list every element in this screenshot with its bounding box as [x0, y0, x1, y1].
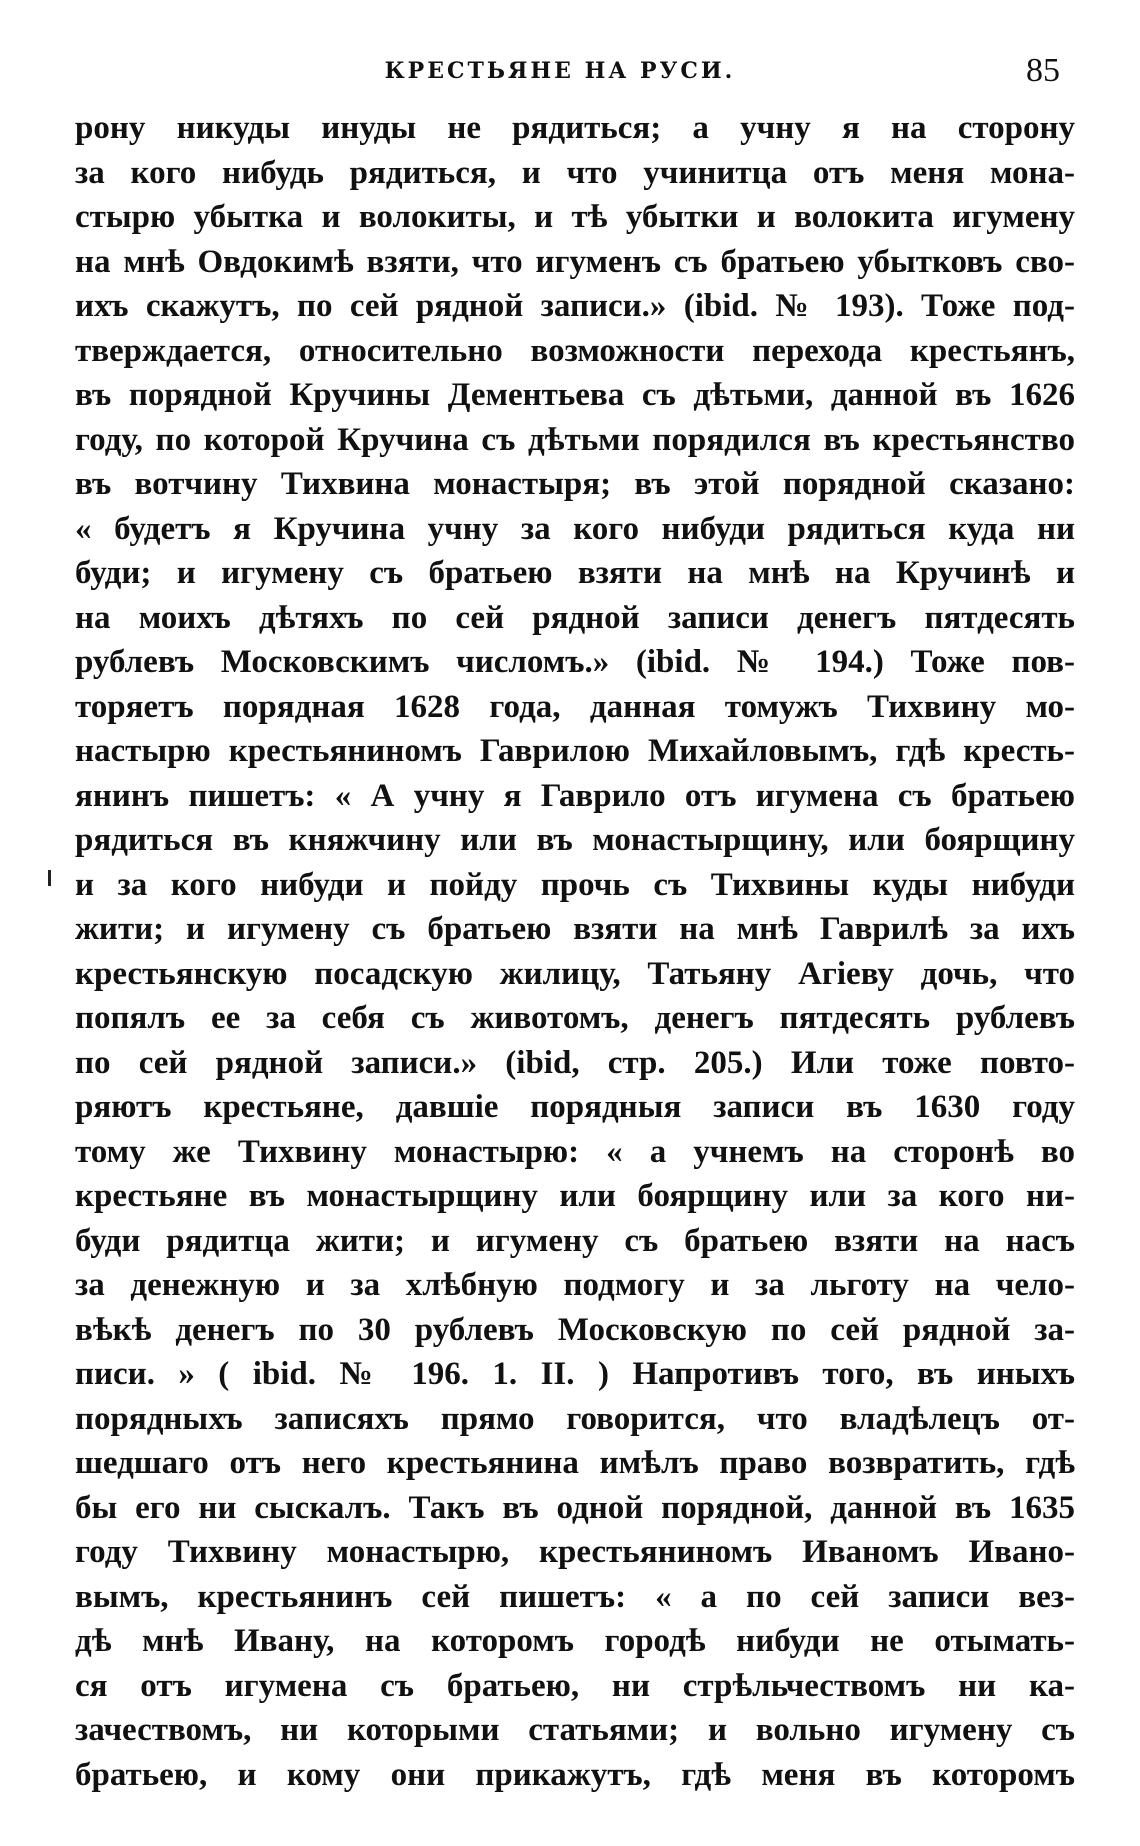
- body-text: [75, 106, 1075, 1797]
- text-line: буди рядитца жити; и игумену съ братьею взяти на насъ: [75, 1222, 1075, 1259]
- text-line: попялъ ее за себя съ животомъ, денегъ пятдесять рублевъ: [75, 1000, 1075, 1036]
- text-line: янинъ пишетъ: « А учну я Гаврило отъ игумена съ братьею: [75, 777, 1075, 814]
- text-line: на мнѣ Овдокимѣ взяти, что игуменъ съ братьею убытковъ сво-: [75, 243, 1075, 280]
- running-head: [60, 52, 1060, 98]
- text-line: жити; и игумену съ братьею взяти на мнѣ Гаврилѣ за ихъ: [75, 911, 1075, 947]
- text-line: за денежную и за хлѣбную подмогу и за льготу на чело-: [75, 1267, 1075, 1303]
- text-line: рублевъ Московскимъ числомъ.» (ibid. № 194.) Тоже пов-: [75, 644, 1075, 680]
- text-line: въ порядной Кручины Дементьева съ дѣтьми, данной въ 1626: [75, 377, 1075, 413]
- text-line: вымъ, крестьянинъ сей пишетъ: « а по сей записи вез-: [75, 1578, 1075, 1615]
- text-line: шедшаго отъ него крестьянина имѣлъ право возвратить, гдѣ: [75, 1445, 1075, 1481]
- text-line: вѣкѣ денегъ по 30 рублевъ Московскую по сей рядной за-: [75, 1311, 1075, 1348]
- text-line: рядиться въ княжчину или въ монастырщину, или боярщину: [75, 822, 1075, 858]
- text-line: на моихъ дѣтяхъ по сей рядной записи денегъ пятдесять: [75, 599, 1075, 636]
- text-line: крестьянскую посадскую жилицу, Татьяну Агіеву дочь, что: [75, 955, 1075, 992]
- text-line: ряютъ крестьяне, давшіе порядныя записи въ 1630 году: [75, 1089, 1075, 1125]
- text-line: тверждается, относительно возможности перехода крестьянъ,: [75, 332, 1075, 369]
- text-line: тому же Тихвину монастырю: « а учнемъ на сторонѣ во: [75, 1133, 1075, 1170]
- text-line: торяетъ порядная 1628 года, данная томужъ Тихвину мо-: [75, 688, 1075, 725]
- text-line: году Тихвину монастырю, крестьяниномъ Иваномъ Ивано-: [75, 1534, 1075, 1570]
- text-line: стырю убытка и волокиты, и тѣ убытки и волокита игумену: [75, 199, 1075, 235]
- text-line: рону никуды инуды не рядиться; а учну я на сторону: [75, 110, 1075, 146]
- text-line: « будетъ я Кручина учну за кого нибуди рядиться куда ни: [75, 510, 1075, 547]
- text-line: буди; и игумену съ братьею взяти на мнѣ на Кручинѣ и: [75, 555, 1075, 591]
- margin-mark: [48, 870, 51, 886]
- text-line: за кого нибудь рядиться, и что учинитца отъ меня мона-: [75, 154, 1075, 191]
- text-line: по сей рядной записи.» (ibid, стр. 205.) Или тоже повто-: [75, 1044, 1075, 1081]
- running-title: КРЕСТЬЯНЕ НА РУСИ.: [384, 58, 736, 84]
- text-line: въ вотчину Тихвина монастыря; въ этой порядной сказано:: [75, 466, 1075, 502]
- text-line: писи. » ( ibid. № 196. 1. II. ) Напротивъ того, въ иныхъ: [75, 1356, 1075, 1392]
- text-line: настырю крестьяниномъ Гаврилою Михайловымъ, гдѣ кресть-: [75, 733, 1075, 769]
- text-line: бы его ни сыскалъ. Такъ въ одной порядной, данной въ 1635: [75, 1489, 1075, 1526]
- text-line: году, по которой Кручина съ дѣтьми порядился въ крестьянство: [75, 421, 1075, 458]
- text-line: и за кого нибуди и пойду прочь съ Тихвины куды нибуди: [75, 866, 1075, 903]
- text-line: порядныхъ записяхъ прямо говорится, что владѣлецъ от-: [75, 1400, 1075, 1437]
- text-line: ся отъ игумена съ братьею, ни стрѣльчествомъ ни ка-: [75, 1667, 1075, 1704]
- text-line: крестьяне въ монастырщину или боярщину или за кого ни-: [75, 1178, 1075, 1214]
- text-line: ихъ скажутъ, по сей рядной записи.» (ibid. № 193). Тоже под-: [75, 288, 1075, 324]
- text-line: братьею, и кому они прикажутъ, гдѣ меня въ которомъ: [75, 1756, 1075, 1793]
- text-line: дѣ мнѣ Ивану, на которомъ городѣ нибуди не отымать-: [75, 1623, 1075, 1659]
- page-number: 85: [1026, 52, 1060, 89]
- text-line: зачествомъ, ни которыми статьями; и вольно игумену съ: [75, 1712, 1075, 1748]
